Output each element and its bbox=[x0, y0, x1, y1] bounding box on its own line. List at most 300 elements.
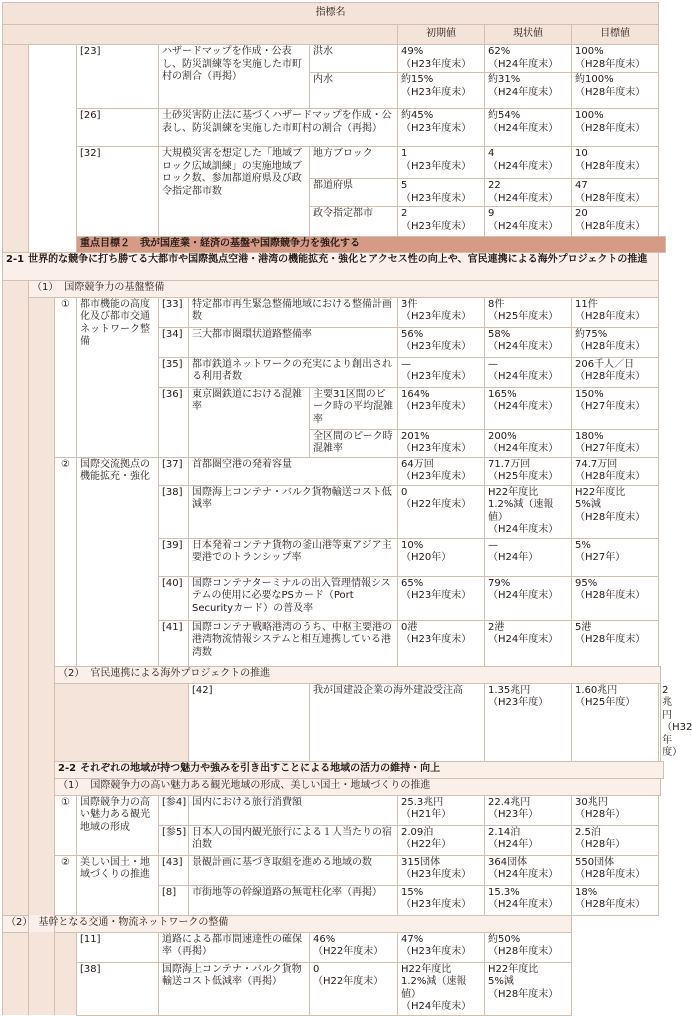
target-value-line: （H28年度末） bbox=[575, 192, 646, 204]
indicator-number: [37] bbox=[159, 457, 189, 485]
initial-value bbox=[398, 357, 485, 387]
initial-value bbox=[398, 109, 485, 147]
initial-value-line: （H22年度末） bbox=[313, 946, 384, 957]
indicator-number: [40] bbox=[159, 576, 189, 620]
current-value-line: （H24年度末） bbox=[488, 220, 559, 232]
initial-value-line: 10% bbox=[401, 539, 424, 551]
target-value bbox=[572, 109, 659, 147]
initial-value-line: 201% bbox=[401, 430, 430, 442]
target-value-line: H22年度比 bbox=[488, 963, 539, 975]
subsection-heading bbox=[3, 915, 572, 932]
initial-value bbox=[310, 962, 398, 1015]
initial-value-line: （H23年度末） bbox=[401, 869, 472, 880]
initial-value-line: （H23年度末） bbox=[401, 590, 472, 601]
indicator-table bbox=[2, 2, 692, 1016]
table-row bbox=[3, 457, 666, 485]
current-value-line: （H24年度末） bbox=[488, 443, 559, 454]
indicator-number: [33] bbox=[159, 297, 189, 327]
current-value-line: 22.4兆円 bbox=[488, 796, 531, 808]
target-value-line: （H28年度末） bbox=[575, 590, 646, 601]
current-value bbox=[485, 147, 572, 179]
sub-label: 内水 bbox=[310, 73, 398, 109]
sub-label: 洪水 bbox=[310, 45, 398, 73]
indicator-number: [38] bbox=[77, 962, 159, 1015]
initial-value-line: （H23年度末） bbox=[401, 311, 472, 322]
indicator-number: [11] bbox=[77, 932, 159, 962]
table-row bbox=[3, 683, 666, 761]
current-value bbox=[485, 429, 572, 457]
indicator-name: 国際海上コンテナ・バルク貨物輸送コスト低減率（再掲） bbox=[159, 962, 310, 1015]
target-value-line: 11件 bbox=[575, 298, 598, 310]
subsection-row bbox=[3, 778, 666, 795]
current-value bbox=[485, 620, 572, 666]
target-value bbox=[572, 885, 659, 915]
indicator-name: 市街地等の幹線道路の無電柱化率（再掲） bbox=[189, 885, 398, 915]
indicator-number: [26] bbox=[77, 109, 159, 147]
target-value bbox=[572, 179, 659, 207]
sub-label: 地方ブロック bbox=[310, 147, 398, 179]
current-value-line: 79% bbox=[488, 577, 511, 589]
current-value bbox=[485, 795, 572, 825]
target-value-line: 550団体 bbox=[575, 856, 615, 868]
indicator-name: 特定都市再生緊急整備地域における整備計画数 bbox=[189, 297, 398, 327]
indicator-name: 国際コンテナ戦略港湾のうち、中枢主要港の港湾物流情報システムと相互連携している港湾数 bbox=[189, 620, 398, 666]
initial-value-line: （H23年度末） bbox=[401, 634, 472, 645]
current-value-line: （H24年度末） bbox=[488, 590, 559, 601]
target-value-line: （H28年度末） bbox=[575, 341, 646, 352]
indicator-name: 道路による都市間速達性の確保率（再掲） bbox=[159, 932, 310, 962]
target-value-line: （H28年度末） bbox=[575, 471, 646, 482]
sub-label: 主要31区間のピーク時の平均混雑率 bbox=[310, 387, 398, 429]
indicator-number: [38] bbox=[159, 485, 189, 538]
target-value-line: 5%減 bbox=[488, 976, 514, 987]
target-value bbox=[485, 932, 572, 962]
indicator-number: [39] bbox=[159, 538, 189, 576]
target-value-line: 5%減 bbox=[575, 499, 601, 510]
target-value-line: （H28年度末） bbox=[575, 869, 646, 880]
current-value bbox=[398, 932, 485, 962]
initial-value-line: （H22年） bbox=[401, 839, 452, 850]
current-value-line: （H24年度末） bbox=[488, 401, 559, 412]
initial-value-line: （H23年度） bbox=[488, 697, 549, 708]
initial-value-line: 3件 bbox=[401, 298, 418, 310]
current-value-line: （H24年度末） bbox=[488, 122, 559, 134]
indicator-number: [23] bbox=[77, 45, 159, 109]
indicator-name: 国内における旅行消費額 bbox=[189, 795, 398, 825]
header-row-2 bbox=[3, 25, 666, 45]
target-value-line: （H28年度末） bbox=[575, 371, 646, 382]
initial-value bbox=[398, 576, 485, 620]
target-value-line: 100% bbox=[575, 110, 604, 121]
left-gutter bbox=[3, 280, 29, 795]
current-value bbox=[485, 825, 572, 855]
initial-value-line: 1.35兆円 bbox=[488, 684, 531, 696]
indicator-number: [32] bbox=[77, 147, 159, 237]
target-value-line: （H27年） bbox=[575, 552, 626, 563]
indicator-name: 土砂災害防止法に基づくハザードマップを作成・公表し、防災訓練を実施した市町村の割合（再掲） bbox=[159, 109, 398, 147]
initial-value-line: — bbox=[401, 358, 411, 370]
target-value bbox=[485, 962, 572, 1015]
initial-value bbox=[398, 885, 485, 915]
current-value-line: 15.3% bbox=[488, 886, 520, 898]
table-row bbox=[3, 932, 666, 962]
table-row bbox=[3, 795, 666, 825]
initial-value-line: 315団体 bbox=[401, 856, 441, 868]
target-header: 目標値 bbox=[572, 25, 659, 45]
item-title: 都市機能の高度化及び都市交通ネットワーク整備 bbox=[77, 297, 159, 457]
indicator-name: 三大都市圏環状道路整備率 bbox=[189, 327, 398, 357]
initial-value-line: （H23年度末） bbox=[401, 192, 472, 204]
current-value bbox=[572, 683, 659, 761]
initial-value-line: 0 bbox=[313, 963, 320, 975]
section-number: 2-2 bbox=[58, 762, 77, 774]
current-value-line: （H25年度末） bbox=[488, 311, 559, 322]
initial-value-line: （H23年度末） bbox=[401, 220, 472, 232]
item-number: ① bbox=[55, 297, 77, 457]
target-value bbox=[572, 855, 659, 885]
header-spacer bbox=[3, 25, 398, 45]
current-value bbox=[485, 73, 572, 109]
subsection-row bbox=[3, 915, 666, 932]
section-row bbox=[3, 761, 666, 778]
current-value bbox=[485, 387, 572, 429]
initial-value-line: 約15% bbox=[401, 74, 434, 85]
target-value-line: 30兆円 bbox=[575, 796, 608, 808]
current-value-line: （H24年度末） bbox=[488, 86, 559, 98]
target-value bbox=[572, 45, 659, 73]
initial-value bbox=[398, 620, 485, 666]
target-value-line: （H28年度末） bbox=[575, 122, 646, 134]
initial-value-line: （H23年度末） bbox=[401, 160, 472, 172]
item-number: ① bbox=[55, 795, 77, 855]
section-title: それぞれの地域が持つ魅力や強みを引き出すことによる地域の活力の維持・向上 bbox=[80, 762, 441, 774]
table-row bbox=[3, 855, 666, 885]
current-value-line: — bbox=[488, 539, 498, 551]
target-value-line: 100% bbox=[575, 46, 604, 57]
target-value-line: 150% bbox=[575, 388, 604, 400]
current-value-line: 約54% bbox=[488, 110, 521, 121]
target-value bbox=[572, 147, 659, 179]
initial-value-line: （H23年度末） bbox=[401, 443, 472, 454]
initial-value-line: （H23年度末） bbox=[401, 58, 472, 70]
current-value-line: 4 bbox=[488, 148, 495, 159]
initial-value-line: 0 bbox=[401, 486, 408, 498]
current-value-line: 約31% bbox=[488, 74, 521, 85]
subsection-row bbox=[3, 666, 666, 683]
item-title: 国際交流拠点の機能拡充・強化 bbox=[77, 457, 159, 666]
target-value-line: 47 bbox=[575, 180, 588, 191]
item-number: ② bbox=[55, 855, 77, 915]
indicator-number: [42] bbox=[189, 683, 310, 761]
initial-value bbox=[398, 327, 485, 357]
target-value bbox=[572, 207, 659, 237]
subsection-title: 官民連携による海外プロジェクトの推進 bbox=[90, 667, 271, 679]
initial-value bbox=[398, 147, 485, 179]
table-row bbox=[3, 962, 666, 1015]
initial-value-line: （H20年） bbox=[401, 552, 452, 563]
current-value-line: 8件 bbox=[488, 298, 505, 310]
current-value-line: — bbox=[488, 358, 498, 370]
initial-value-line: 15% bbox=[401, 886, 424, 898]
sub-label: 都道府県 bbox=[310, 179, 398, 207]
current-header: 現状値 bbox=[485, 25, 572, 45]
indicator-number: [参5] bbox=[159, 825, 189, 855]
target-value bbox=[572, 327, 659, 357]
indicator-number: [43] bbox=[159, 855, 189, 885]
current-value-line: （H24年度末） bbox=[488, 634, 559, 645]
item-number: ② bbox=[55, 457, 77, 666]
current-value bbox=[485, 327, 572, 357]
target-value bbox=[572, 457, 659, 485]
subsection-heading bbox=[29, 280, 659, 297]
initial-value-line: 2 bbox=[401, 208, 408, 219]
initial-value-line: 0港 bbox=[401, 621, 418, 633]
initial-header: 初期値 bbox=[398, 25, 485, 45]
current-value-line: 47% bbox=[401, 933, 424, 945]
initial-value-line: 65% bbox=[401, 577, 424, 589]
table-row bbox=[3, 297, 666, 327]
table-row bbox=[3, 109, 666, 147]
target-value-line: （H28年度末） bbox=[575, 634, 646, 645]
target-value-line: 206千人／日 bbox=[575, 358, 635, 370]
indicator-name: 大規模災害を想定した「地域ブロック広域訓練」の実施地域ブロック数、参加都道府県及び政令指定都市数 bbox=[159, 147, 310, 237]
target-value-line: H22年度比 bbox=[575, 486, 626, 498]
indent-cell bbox=[29, 45, 77, 253]
initial-value-line: （H21年） bbox=[401, 809, 452, 820]
target-value-line: （H28年度末） bbox=[488, 946, 559, 957]
item-title: 美しい国土・地域づくりの推進 bbox=[77, 855, 159, 915]
target-value-line: （H27年度末） bbox=[575, 443, 646, 454]
initial-value-line: （H23年度末） bbox=[401, 341, 472, 352]
initial-value-line: 5 bbox=[401, 180, 408, 191]
indicator-number: [41] bbox=[159, 620, 189, 666]
indicator-header: 指標名 bbox=[3, 3, 659, 25]
initial-value-line: （H23年度末） bbox=[401, 471, 472, 482]
subsection-title: 国際競争力の基盤整備 bbox=[64, 281, 165, 293]
left-gutter bbox=[3, 45, 29, 253]
initial-value bbox=[485, 683, 572, 761]
initial-value-line: （H23年度末） bbox=[401, 401, 472, 412]
current-value bbox=[485, 885, 572, 915]
subsection-title: 国際競争力の高い魅力ある観光地域の形成、美しい国土・地域づくりの推進 bbox=[90, 779, 431, 791]
target-value bbox=[572, 620, 659, 666]
target-value-line: 2.5泊 bbox=[575, 826, 601, 838]
initial-value bbox=[398, 485, 485, 538]
indicator-name: 国際コンテナターミナルの出入管理情報システムの使用に必要なPSカード（Port Securityカード）の普及率 bbox=[189, 576, 398, 620]
current-value-line: 1.2%減（速報値） bbox=[488, 499, 554, 523]
target-value-line: （H28年） bbox=[575, 839, 626, 850]
initial-value-line: 25.3兆円 bbox=[401, 796, 444, 808]
current-value bbox=[485, 457, 572, 485]
indicator-name: 日本発着コンテナ貨物の釜山港等東アジア主要港でのトランシップ率 bbox=[189, 538, 398, 576]
indicator-name: 国際海上コンテナ・バルク貨物輸送コスト低減率 bbox=[189, 485, 398, 538]
current-value-line: （H23年度末） bbox=[401, 946, 472, 957]
initial-value bbox=[398, 73, 485, 109]
current-value bbox=[485, 207, 572, 237]
target-value bbox=[572, 429, 659, 457]
indicator-number: [36] bbox=[159, 387, 189, 457]
current-value bbox=[485, 179, 572, 207]
target-value-line: 約50% bbox=[488, 933, 521, 945]
priority-goal-heading: 重点目標２ 我が国産業・経済の基盤や国際競争力を強化する bbox=[77, 237, 666, 253]
current-value-line: （H24年度末） bbox=[488, 869, 559, 880]
initial-value bbox=[398, 855, 485, 885]
indicator-number: [35] bbox=[159, 357, 189, 387]
target-value-line: （H28年度末） bbox=[575, 58, 646, 70]
indicator-number: [8] bbox=[159, 885, 189, 915]
current-value bbox=[485, 357, 572, 387]
current-value-line: 58% bbox=[488, 328, 511, 340]
target-value bbox=[572, 825, 659, 855]
current-value-line: 1.60兆円 bbox=[575, 684, 618, 696]
initial-value-line: （H22年度末） bbox=[313, 976, 384, 987]
target-value-line: 74.7万回 bbox=[575, 458, 618, 470]
target-value: 2兆円 （H32年度） bbox=[659, 683, 661, 761]
initial-value-line: （H23年度末） bbox=[401, 122, 472, 134]
initial-value bbox=[398, 297, 485, 327]
current-value bbox=[398, 962, 485, 1015]
header-row-1 bbox=[3, 3, 666, 25]
initial-value bbox=[398, 429, 485, 457]
current-value-line: 165% bbox=[488, 388, 517, 400]
target-value-line: （H28年度末） bbox=[575, 160, 646, 172]
target-value-line: （H28年） bbox=[575, 809, 626, 820]
initial-value bbox=[398, 825, 485, 855]
section-title: 世界的な競争に打ち勝てる大都市や国際拠点空港・港湾の機能拡充・強化とアクセス性の向上や、官民連携による海外プロジェクトの推進 bbox=[28, 253, 648, 265]
indicator-name: 東京圏鉄道における混雑率 bbox=[189, 387, 310, 457]
target-value bbox=[572, 538, 659, 576]
subsection-number: （2） bbox=[58, 667, 85, 679]
target-value-line: （H28年度末） bbox=[575, 899, 646, 910]
current-value-line: （H24年度末） bbox=[488, 899, 559, 910]
sub-label: 全区間のピーク時混雑率 bbox=[310, 429, 398, 457]
target-value-line: 約75% bbox=[575, 328, 608, 340]
indicator-name: 都市鉄道ネットワークの充実により創出される利用者数 bbox=[189, 357, 398, 387]
current-value bbox=[485, 576, 572, 620]
current-value-line: 9 bbox=[488, 208, 495, 219]
subsection-row bbox=[3, 280, 666, 297]
initial-value-line: 46% bbox=[313, 933, 336, 945]
subsection-number: （1） bbox=[58, 779, 85, 791]
target-value-line: （H27年度末） bbox=[575, 401, 646, 412]
initial-value bbox=[398, 179, 485, 207]
indent-gutter bbox=[3, 795, 29, 915]
current-value-line: H22年度比 bbox=[401, 963, 452, 975]
target-value bbox=[572, 297, 659, 327]
initial-value-line: 2.09泊 bbox=[401, 826, 434, 838]
current-value-line: （H24年度末） bbox=[488, 192, 559, 204]
current-value-line: 2港 bbox=[488, 621, 505, 633]
initial-value-line: 約45% bbox=[401, 110, 434, 121]
current-value-line: （H24年度末） bbox=[488, 341, 559, 352]
indent-gutter bbox=[29, 297, 55, 778]
goal-row bbox=[3, 237, 666, 253]
target-value bbox=[572, 576, 659, 620]
indicator-name: ハザードマップを作成・公表し、防災訓練等を実施した市町村の割合（再掲） bbox=[159, 45, 310, 109]
target-value-line: 20 bbox=[575, 208, 588, 219]
target-value-line: 18% bbox=[575, 886, 598, 898]
target-value-line: 95% bbox=[575, 577, 598, 589]
initial-value-line: 1 bbox=[401, 148, 408, 159]
target-value-line: 10 bbox=[575, 148, 588, 159]
initial-value-line: （H22年度末） bbox=[401, 499, 472, 510]
indicator-number: [34] bbox=[159, 327, 189, 357]
current-value-line: （H24年） bbox=[488, 552, 539, 563]
current-value-line: 1.2%減（速報値） bbox=[401, 976, 467, 1000]
subsection-heading bbox=[55, 778, 661, 795]
current-value-line: 22 bbox=[488, 180, 501, 191]
current-value-line: 364団体 bbox=[488, 856, 528, 868]
target-value bbox=[572, 485, 659, 538]
table-row bbox=[3, 147, 666, 179]
indicator-name: 日本人の国内観光旅行による１人当たりの宿泊数 bbox=[189, 825, 398, 855]
indent-gutter bbox=[55, 683, 189, 761]
subsection-number: （1） bbox=[32, 281, 59, 293]
current-value-line: 2.14泊 bbox=[488, 826, 521, 838]
target-value-line: 180% bbox=[575, 430, 604, 442]
current-value-line: （H24年度末） bbox=[488, 371, 559, 382]
subsection-heading bbox=[55, 666, 661, 683]
initial-value bbox=[310, 932, 398, 962]
current-value-line: （H24年度末） bbox=[488, 58, 559, 70]
current-value bbox=[485, 45, 572, 73]
current-value-line: （H24年） bbox=[488, 839, 539, 850]
section-heading bbox=[3, 252, 659, 280]
target-value bbox=[572, 357, 659, 387]
subsection-number: （2） bbox=[6, 916, 33, 928]
initial-value-line: 49% bbox=[401, 46, 424, 57]
target-value bbox=[572, 387, 659, 429]
initial-value bbox=[398, 45, 485, 73]
current-value-line: H22年度比 bbox=[488, 486, 539, 498]
initial-value-line: 164% bbox=[401, 388, 430, 400]
table-row bbox=[3, 45, 666, 73]
section-row bbox=[3, 252, 666, 280]
initial-value bbox=[398, 387, 485, 429]
indicator-name: 景観計画に基づき取組を進める地域の数 bbox=[189, 855, 398, 885]
current-value-line: （H24年度末） bbox=[401, 1001, 472, 1012]
current-value bbox=[485, 485, 572, 538]
subsection-title: 基幹となる交通・物流ネットワークの整備 bbox=[38, 916, 229, 928]
current-value-line: （H24年度末） bbox=[488, 160, 559, 172]
initial-value-line: （H23年度末） bbox=[401, 899, 472, 910]
current-value-line: 71.7万回 bbox=[488, 458, 531, 470]
target-value-line: （H28年度末） bbox=[575, 511, 646, 523]
target-value-line: 5% bbox=[575, 539, 591, 551]
target-value bbox=[572, 795, 659, 825]
current-value-line: 62% bbox=[488, 46, 511, 57]
target-value-line: 5港 bbox=[575, 621, 592, 633]
initial-value bbox=[398, 207, 485, 237]
indent-gutter bbox=[3, 932, 77, 1015]
initial-value-line: （H23年度末） bbox=[401, 86, 472, 98]
current-value-line: （H23年） bbox=[488, 809, 539, 820]
target-value-line: （H28年度末） bbox=[488, 988, 559, 1000]
sub-label: 政令指定都市 bbox=[310, 207, 398, 237]
initial-value bbox=[398, 457, 485, 485]
target-value-line: （H28年度末） bbox=[575, 220, 646, 232]
current-value-line: 200% bbox=[488, 430, 517, 442]
target-value-line: （H28年度末） bbox=[575, 311, 646, 322]
initial-value bbox=[398, 538, 485, 576]
current-value bbox=[485, 855, 572, 885]
current-value bbox=[485, 109, 572, 147]
section-number: 2-1 bbox=[6, 253, 25, 265]
current-value-line: （H25年度末） bbox=[488, 471, 559, 482]
current-value-line: （H24年度末） bbox=[488, 524, 559, 535]
indicator-number: [参4] bbox=[159, 795, 189, 825]
section-heading bbox=[55, 761, 664, 778]
